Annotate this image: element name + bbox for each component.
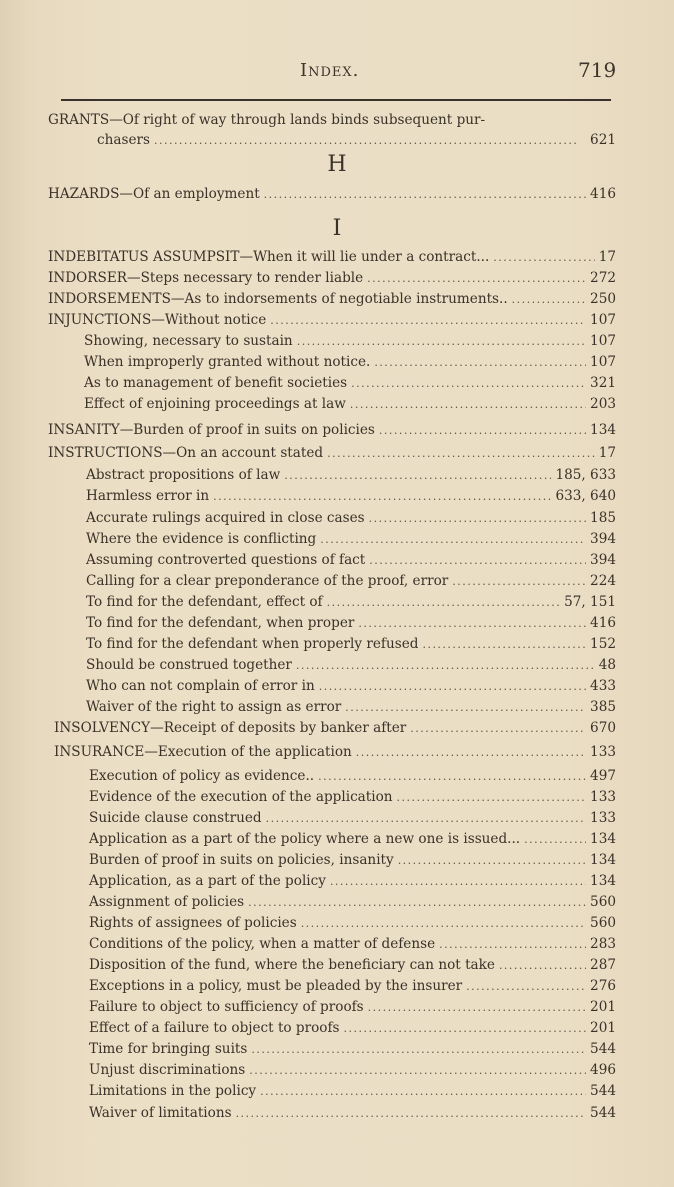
entry-text: Calling for a clear preponderance of the proof, error (86, 573, 449, 589)
index-entry (54, 744, 616, 764)
entry-text: Unjust discriminations (89, 1062, 246, 1078)
index-entry (54, 720, 616, 740)
index-subentry (89, 936, 616, 956)
dot-leader (318, 770, 586, 783)
index-subentry (86, 488, 616, 508)
page-reference: 544 (590, 1041, 616, 1057)
page-reference: 48 (598, 657, 616, 673)
entry-text: Limitations in the policy (89, 1083, 257, 1099)
page-reference: 134 (590, 422, 616, 438)
page-reference: 560 (590, 915, 616, 931)
entry-text: Execution of policy as evidence.. (89, 768, 315, 784)
page-reference: 134 (590, 852, 616, 868)
dot-leader (296, 659, 595, 672)
page-number: 719 (578, 58, 617, 82)
entry-text: When improperly granted without notice. (84, 354, 371, 370)
page-reference: 497 (590, 768, 616, 784)
index-subentry (86, 594, 616, 614)
entry-text: Exceptions in a policy, must be pleaded by the insurer (89, 978, 463, 994)
page-reference: 107 (590, 333, 616, 349)
entry-text: —Of an employment (119, 186, 260, 202)
dot-leader (264, 188, 586, 201)
index-subentry (89, 831, 616, 851)
entry-heading: INDORSER (48, 270, 128, 286)
dot-leader (248, 896, 586, 909)
page-reference: 416 (590, 186, 616, 202)
entry-text: Abstract propositions of law (86, 467, 281, 483)
page-reference: 185, 633 (555, 467, 616, 483)
index-subentry (89, 1041, 616, 1061)
index-subentry (89, 873, 616, 893)
entry-text: As to management of benefit societies (84, 375, 348, 391)
index-entry (48, 445, 616, 465)
dot-leader (466, 980, 586, 993)
dot-leader (358, 617, 586, 630)
index-subentry (86, 615, 616, 635)
index-subentry (89, 999, 616, 1019)
entry-text: Where the evidence is conflicting (86, 531, 317, 547)
entry-text: —As to indorsements of negotiable instruments.. (170, 291, 508, 307)
entry-text: Accurate rulings acquired in close cases (86, 510, 365, 526)
page-reference: 185 (590, 510, 616, 526)
entry-text: chasers (97, 132, 150, 148)
dot-leader (368, 1001, 586, 1014)
entry-text: —On an account stated (162, 445, 324, 461)
index-subentry (89, 768, 616, 788)
dot-leader (410, 722, 586, 735)
page-reference: 201 (590, 999, 616, 1015)
page-reference: 201 (590, 1020, 616, 1036)
index-subentry (89, 789, 616, 809)
entry-text: —Execution of the application (144, 744, 352, 760)
dot-leader (499, 959, 586, 972)
page-reference: 17 (598, 445, 616, 461)
entry-text: Burden of proof in suits on policies, insanity (89, 852, 394, 868)
dot-leader (213, 490, 551, 503)
index-subentry (86, 699, 616, 719)
index-subentry (89, 1083, 616, 1103)
entry-text: To find for the defendant, effect of (86, 594, 323, 610)
page-reference: 670 (590, 720, 616, 736)
entry-text: Disposition of the fund, where the beneficiary can not take (89, 957, 495, 973)
index-subentry (86, 573, 616, 593)
dot-leader (236, 1107, 586, 1120)
entry-text: Harmless error in (86, 488, 210, 504)
page-reference: 152 (590, 636, 616, 652)
entry-text: Assignment of policies (89, 894, 245, 910)
dot-leader (369, 512, 586, 525)
index-entry (48, 422, 616, 442)
dot-leader (369, 554, 586, 567)
index-subentry (89, 1062, 616, 1082)
index-subentry (84, 333, 616, 353)
dot-leader (374, 356, 586, 369)
entry-text: To find for the defendant when properly refused (86, 636, 419, 652)
page-reference: 224 (590, 573, 616, 589)
page-reference: 496 (590, 1062, 616, 1078)
entry-heading: INSTRUCTIONS (48, 445, 163, 461)
entry-text: —Receipt of deposits by banker after (150, 720, 407, 736)
entry-heading: INSOLVENCY (54, 720, 151, 736)
index-subentry (89, 810, 616, 830)
entry-text: Should be construed together (86, 657, 292, 673)
index-subentry (89, 852, 616, 872)
dot-leader (439, 938, 586, 951)
dot-leader (327, 447, 595, 460)
page-reference: 272 (590, 270, 616, 286)
dot-leader (356, 746, 586, 759)
entry-heading: HAZARDS (48, 186, 120, 202)
dot-leader (154, 134, 586, 147)
index-entry (48, 112, 616, 132)
index-subentry (84, 354, 616, 374)
entry-text: Effect of a failure to object to proofs (89, 1020, 340, 1036)
section-letter: I (332, 216, 342, 241)
page-reference: 107 (590, 354, 616, 370)
page-reference: 133 (590, 789, 616, 805)
index-subentry (86, 510, 616, 530)
page-reference: 203 (590, 396, 616, 412)
page-reference: 133 (590, 810, 616, 826)
header-title: Index. (300, 60, 360, 81)
page-reference: 621 (590, 132, 616, 148)
entry-text: Failure to object to sufficiency of proofs (89, 999, 364, 1015)
entry-text: Effect of enjoining proceedings at law (84, 396, 346, 412)
entry-heading: INDEBITATUS ASSUMPSIT (48, 249, 240, 265)
header-rule (61, 99, 611, 101)
entry-text: Who can not complain of error in (86, 678, 315, 694)
entry-heading: INSANITY (48, 422, 120, 438)
dot-leader (270, 314, 586, 327)
index-subentry (86, 657, 616, 677)
page-reference: 394 (590, 531, 616, 547)
page-reference: 416 (590, 615, 616, 631)
section-letter: H (327, 152, 347, 177)
entry-text: Application, as a part of the policy (89, 873, 326, 889)
entry-text: —Burden of proof in suits on policies (119, 422, 375, 438)
entry-text: To find for the defendant, when proper (86, 615, 355, 631)
index-subentry (89, 957, 616, 977)
index-subentry (84, 396, 616, 416)
dot-leader (452, 575, 586, 588)
index-entry (48, 291, 616, 311)
entry-heading: INSURANCE (54, 744, 145, 760)
running-header (0, 58, 674, 88)
dot-leader (330, 875, 586, 888)
dot-leader (367, 272, 586, 285)
dot-leader (260, 1085, 586, 1098)
entry-text: Rights of assignees of policies (89, 915, 297, 931)
index-subentry (89, 978, 616, 998)
dot-leader (327, 596, 561, 609)
page-reference: 560 (590, 894, 616, 910)
index-subentry (86, 531, 616, 551)
page-reference: 544 (590, 1083, 616, 1099)
page-reference: 250 (590, 291, 616, 307)
dot-leader (320, 533, 586, 546)
index-subentry (86, 467, 616, 487)
dot-leader (251, 1043, 586, 1056)
page-reference: 394 (590, 552, 616, 568)
index-subentry (86, 678, 616, 698)
page-reference: 134 (590, 831, 616, 847)
dot-leader (297, 335, 586, 348)
page-reference: 287 (590, 957, 616, 973)
index-subentry (89, 894, 616, 914)
dot-leader (350, 398, 586, 411)
entry-text: Evidence of the execution of the application (89, 789, 393, 805)
dot-leader (398, 854, 586, 867)
entry-text: Suicide clause construed (89, 810, 262, 826)
index-entry (48, 249, 616, 269)
page-reference: 134 (590, 873, 616, 889)
index-entry (48, 312, 616, 332)
page-reference: 544 (590, 1105, 616, 1121)
dot-leader (422, 638, 586, 651)
entry-text: Application as a part of the policy where a new one is issued... (89, 831, 521, 847)
page-reference: 276 (590, 978, 616, 994)
dot-leader (301, 917, 586, 930)
entry-text: —Steps necessary to render liable (127, 270, 364, 286)
index-subentry (89, 915, 616, 935)
dot-leader (512, 293, 586, 306)
dot-leader (344, 1022, 587, 1035)
index-entry-continuation (97, 132, 616, 152)
page-reference: 133 (590, 744, 616, 760)
entry-heading: INJUNCTIONS (48, 312, 152, 328)
page-reference: 283 (590, 936, 616, 952)
index-subentry (89, 1105, 616, 1125)
page-reference: 433 (590, 678, 616, 694)
entry-text: Waiver of the right to assign as error (86, 699, 342, 715)
index-entry (48, 270, 616, 290)
dot-leader (397, 791, 587, 804)
page-reference: 633, 640 (555, 488, 616, 504)
entry-text: Assuming controverted questions of fact (86, 552, 366, 568)
entry-text: Conditions of the policy, when a matter of defense (89, 936, 436, 952)
page-reference: 107 (590, 312, 616, 328)
page-reference: 57, 151 (564, 594, 616, 610)
page-reference: 385 (590, 699, 616, 715)
entry-heading: INDORSEMENTS (48, 291, 171, 307)
entry-heading: GRANTS (48, 112, 110, 128)
dot-leader (351, 377, 586, 390)
entry-text: —Without notice (151, 312, 267, 328)
entry-text: Time for bringing suits (89, 1041, 248, 1057)
dot-leader (493, 251, 594, 264)
page-reference: 17 (598, 249, 616, 265)
dot-leader (524, 833, 586, 846)
dot-leader (249, 1064, 586, 1077)
entry-text: Waiver of limitations (89, 1105, 232, 1121)
dot-leader (345, 701, 586, 714)
dot-leader (379, 424, 586, 437)
index-subentry (89, 1020, 616, 1040)
index-subentry (86, 552, 616, 572)
dot-leader (266, 812, 586, 825)
entry-text: Showing, necessary to sustain (84, 333, 293, 349)
page-reference: 321 (590, 375, 616, 391)
entry-text: —Of right of way through lands binds subsequent pur- (109, 112, 486, 128)
dot-leader (319, 680, 586, 693)
index-subentry (84, 375, 616, 395)
entry-text: —When it will lie under a contract... (239, 249, 490, 265)
index-subentry (86, 636, 616, 656)
dot-leader (284, 469, 551, 482)
index-entry (48, 186, 616, 206)
